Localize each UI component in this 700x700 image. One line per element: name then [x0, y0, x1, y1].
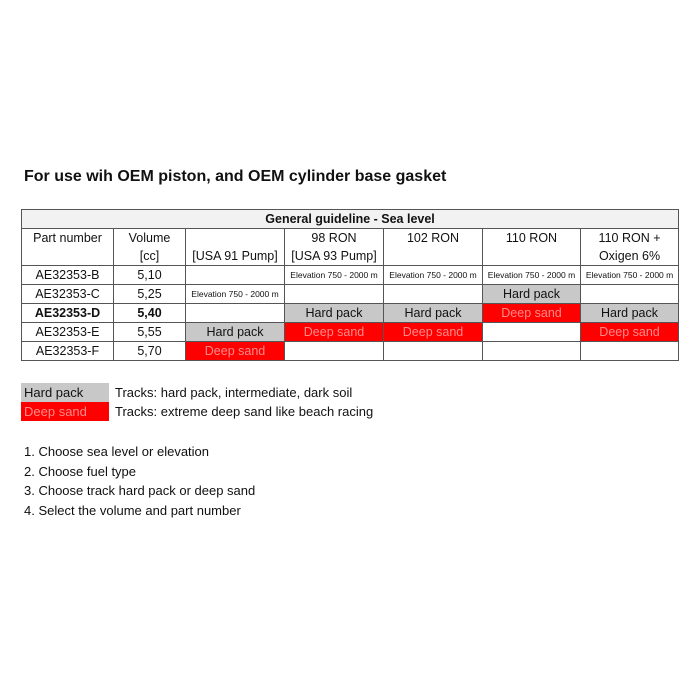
cell-c4	[285, 285, 384, 304]
table-caption: General guideline - Sea level	[22, 210, 679, 229]
legend-text: Tracks: extreme deep sand like beach racing	[115, 404, 374, 419]
deep-sand-cell: Deep sand	[384, 323, 483, 342]
part-number-cell: AE32353-B	[22, 266, 114, 285]
hard-pack-cell: Hard pack	[483, 285, 581, 304]
part-number-cell: AE32353-E	[22, 323, 114, 342]
volume-cell: 5,70	[114, 342, 186, 361]
part-number-cell: AE32353-C	[22, 285, 114, 304]
cell-c7	[581, 285, 679, 304]
cell-c5	[384, 342, 483, 361]
elevation-cell: Elevation 750 - 2000 m	[186, 285, 285, 304]
volume-cell: 5,25	[114, 285, 186, 304]
hard-pack-swatch: Hard pack	[21, 383, 109, 402]
guideline-table	[21, 209, 679, 361]
legend-text: Tracks: hard pack, intermediate, dark soil	[115, 385, 353, 400]
hard-pack-cell: Hard pack	[581, 304, 679, 323]
table-row	[22, 342, 679, 361]
header-oxigen: Oxigen 6%	[581, 247, 679, 266]
step-item: 1. Choose sea level or elevation	[24, 444, 210, 459]
table-header-row-2	[22, 247, 679, 266]
volume-cell: 5,40	[114, 304, 186, 323]
table-row	[22, 285, 679, 304]
cell-c4	[285, 342, 384, 361]
deep-sand-cell: Deep sand	[483, 304, 581, 323]
elevation-cell: Elevation 750 - 2000 m	[384, 266, 483, 285]
volume-cell: 5,10	[114, 266, 186, 285]
header-volume: Volume	[114, 229, 186, 248]
header-usa-91-pump: [USA 91 Pump]	[186, 247, 285, 266]
elevation-cell: Elevation 750 - 2000 m	[581, 266, 679, 285]
deep-sand-cell: Deep sand	[186, 342, 285, 361]
instruction-steps	[24, 442, 255, 520]
header-110-cont	[483, 247, 581, 266]
header-volume-unit: [cc]	[114, 247, 186, 266]
cell-c7	[581, 342, 679, 361]
header-usa-93-pump: [USA 93 Pump]	[285, 247, 384, 266]
table-row	[22, 304, 679, 323]
step-item: 3. Choose track hard pack or deep sand	[24, 483, 256, 498]
page-title: For use wih OEM piston, and OEM cylinder base gasket	[24, 168, 447, 185]
hard-pack-cell: Hard pack	[186, 323, 285, 342]
header-col3	[186, 229, 285, 248]
part-number-cell: AE32353-D	[22, 304, 114, 323]
elevation-cell: Elevation 750 - 2000 m	[483, 266, 581, 285]
part-number-cell: AE32353-F	[22, 342, 114, 361]
volume-cell: 5,55	[114, 323, 186, 342]
cell-c5	[384, 285, 483, 304]
legend-item-deep-sand	[21, 402, 373, 421]
table-header-row	[22, 229, 679, 248]
table-caption-row	[22, 210, 679, 229]
legend	[21, 383, 373, 421]
deep-sand-cell: Deep sand	[285, 323, 384, 342]
cell-c6	[483, 323, 581, 342]
deep-sand-cell: Deep sand	[581, 323, 679, 342]
legend-item-hard-pack	[21, 383, 373, 402]
step-item: 4. Select the volume and part number	[24, 502, 241, 518]
header-102-ron: 102 RON	[384, 229, 483, 248]
hard-pack-cell: Hard pack	[384, 304, 483, 323]
header-110-ron-plus: 110 RON +	[581, 229, 679, 248]
step-item: 2. Choose fuel type	[24, 463, 137, 479]
hard-pack-cell: Hard pack	[285, 304, 384, 323]
table-row	[22, 323, 679, 342]
header-part-number: Part number	[22, 229, 114, 248]
header-102-cont	[384, 247, 483, 266]
elevation-cell: Elevation 750 - 2000 m	[285, 266, 384, 285]
header-110-ron: 110 RON	[483, 229, 581, 248]
deep-sand-swatch: Deep sand	[21, 402, 109, 421]
table-row	[22, 266, 679, 285]
cell-c6	[483, 342, 581, 361]
cell-c3	[186, 266, 285, 285]
cell-c3	[186, 304, 285, 323]
header-98-ron: 98 RON	[285, 229, 384, 248]
header-part-number-cont	[22, 247, 114, 266]
